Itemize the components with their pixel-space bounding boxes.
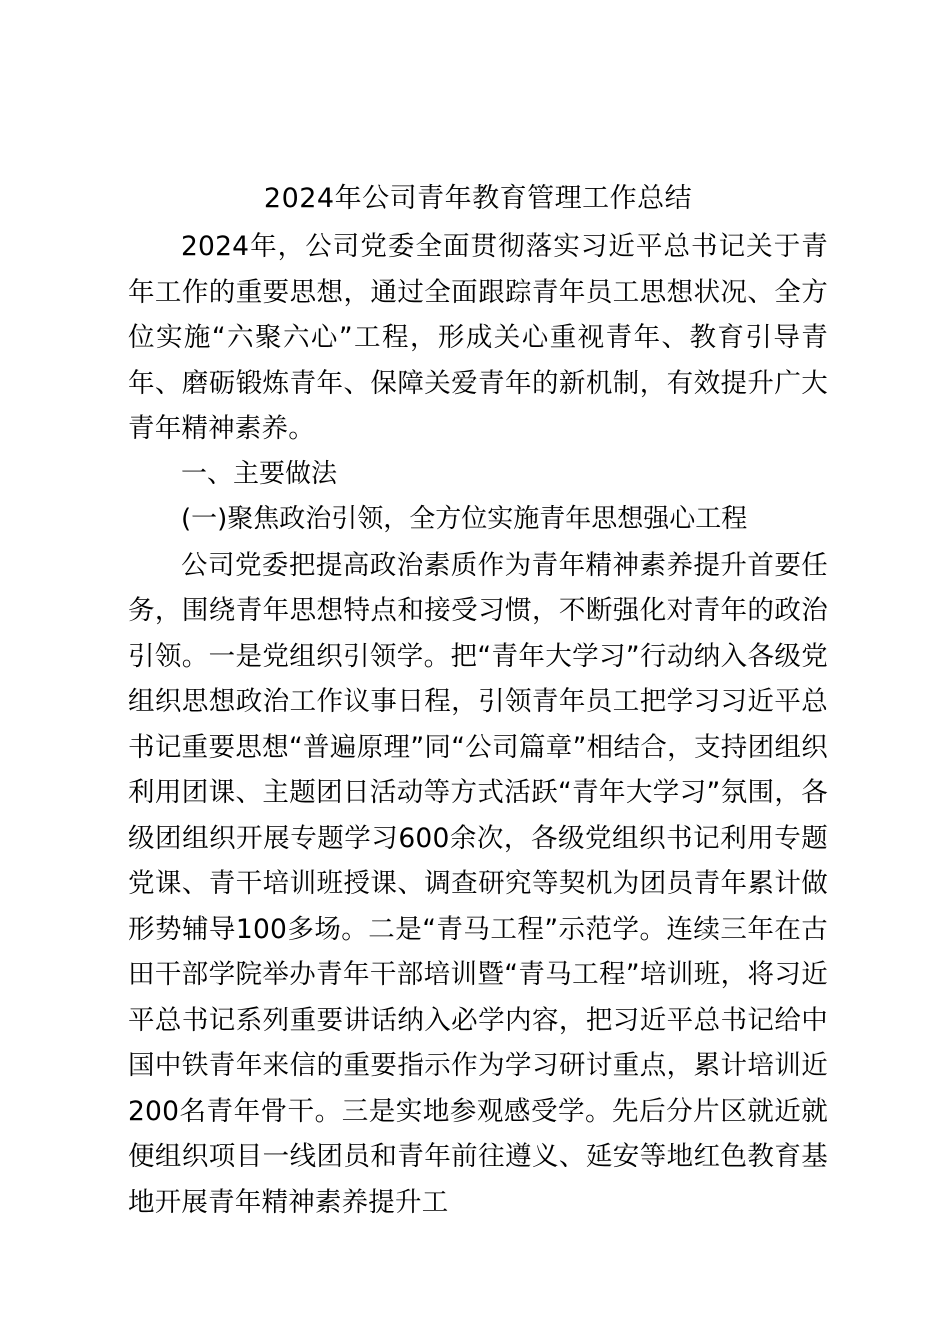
document-body [128,174,828,1225]
intro-paragraph: 2024年，公司党委全面贯彻落实习近平总书记关于青年工作的重要思想，通过全面跟踪青年员工思想状况、全方位实施“六聚六心”工程，形成关心重视青年、教育引导青年、磨砺锻炼青年、保障关爱青年的新机制，有效提升广大青年精神素养。 [128,231,828,444]
document-title: 2024年公司青年教育管理工作总结 [263,183,693,214]
subsection-body-paragraph: 公司党委把提高政治素质作为青年精神素养提升首要任务，围绕青年思想特点和接受习惯，不断强化对青年的政治引领。一是党组织引领学。把“青年大学习”行动纳入各级党组织思想政治工作议事日程，引领青年员工把学习习近平总书记重要思想“普遍原理”同“公司篇章”相结合，支持团组织利用团课、主题团日活动等方式活跃“青年大学习”氛围，各级团组织开展专题学习600余次，各级党组织书记利用专题党课、青干培训班授课、调查研究等契机为团员青年累计做形势辅导100多场。二是“青马工程”示范学。连续三年在古田干部学院举办青年干部培训暨“青马工程”培训班，将习近平总书记系列重要讲话纳入必学内容，把习近平总书记给中国中铁青年来信的重要指示作为学习研讨重点，累计培训近200名青年骨干。三是实地参观感受学。先后分片区就近就便组织项目一线团员和青年前往遵义、延安等地红色教育基地开展青年精神素养提升工 [128,549,828,1218]
section-heading-main-practices: 一、主要做法 [181,458,338,489]
subsection-heading-political-guidance: (一)聚焦政治引领，全方位实施青年思想强心工程 [181,504,748,534]
